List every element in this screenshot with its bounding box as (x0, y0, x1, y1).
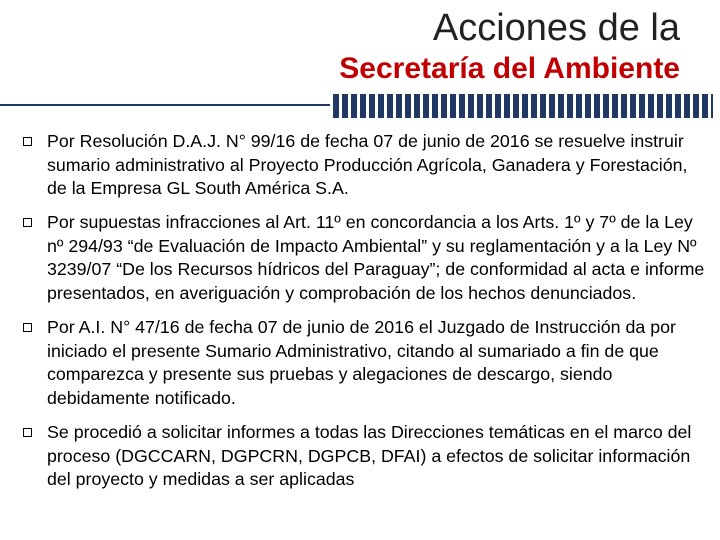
slide-title-line2: Secretaría del Ambiente (339, 52, 680, 85)
bullet-text: Por supuestas infracciones al Art. 11º en concordancia a los Arts. 1º y 7º de la Ley nº 294/93 “de Evaluación de Impacto Ambiental” y su reglamentación y a la Ley Nº 3239/07 “De los Recursos hídricos del Paraguay”; de conformidad al acta e informe presentados, en averiguación y comprobación de los hechos denunciados. (47, 212, 705, 304)
list-item (0, 130, 720, 201)
square-bullet-icon (23, 323, 32, 332)
bullet-list (0, 130, 720, 502)
list-item (0, 211, 720, 305)
square-bullet-icon (23, 137, 32, 146)
bullet-text: Se procedió a solicitar informes a todas las Direcciones temáticas en el marco del proceso (DGCCARN, DGPCRN, DGPCB, DFAI) a efectos de solicitar información del proyecto y medidas a ser aplicadas (47, 422, 692, 490)
bullet-text: Por A.I. N° 47/16 de fecha 07 de junio de 2016 el Juzgado de Instrucción da por iniciado el presente Sumario Administrativo, citando al sumariado a fin de que comparezca y presente sus pruebas y alegaciones de descargo, siendo debidamente notificado. (47, 317, 676, 408)
divider-dashed-bar (333, 94, 713, 118)
bullet-text: Por Resolución D.A.J. N° 99/16 de fecha 07 de junio de 2016 se resuelve instruir sumario administrativo al Proyecto Producción Agrícola, Ganadera y Forestación, de la Empresa GL South América S.A. (47, 131, 688, 199)
list-item (0, 421, 720, 492)
square-bullet-icon (23, 218, 32, 227)
square-bullet-icon (23, 428, 32, 437)
divider-thin-line (0, 104, 330, 106)
slide-title-line1: Acciones de la (432, 7, 680, 49)
title-divider (0, 94, 720, 118)
list-item (0, 316, 720, 410)
